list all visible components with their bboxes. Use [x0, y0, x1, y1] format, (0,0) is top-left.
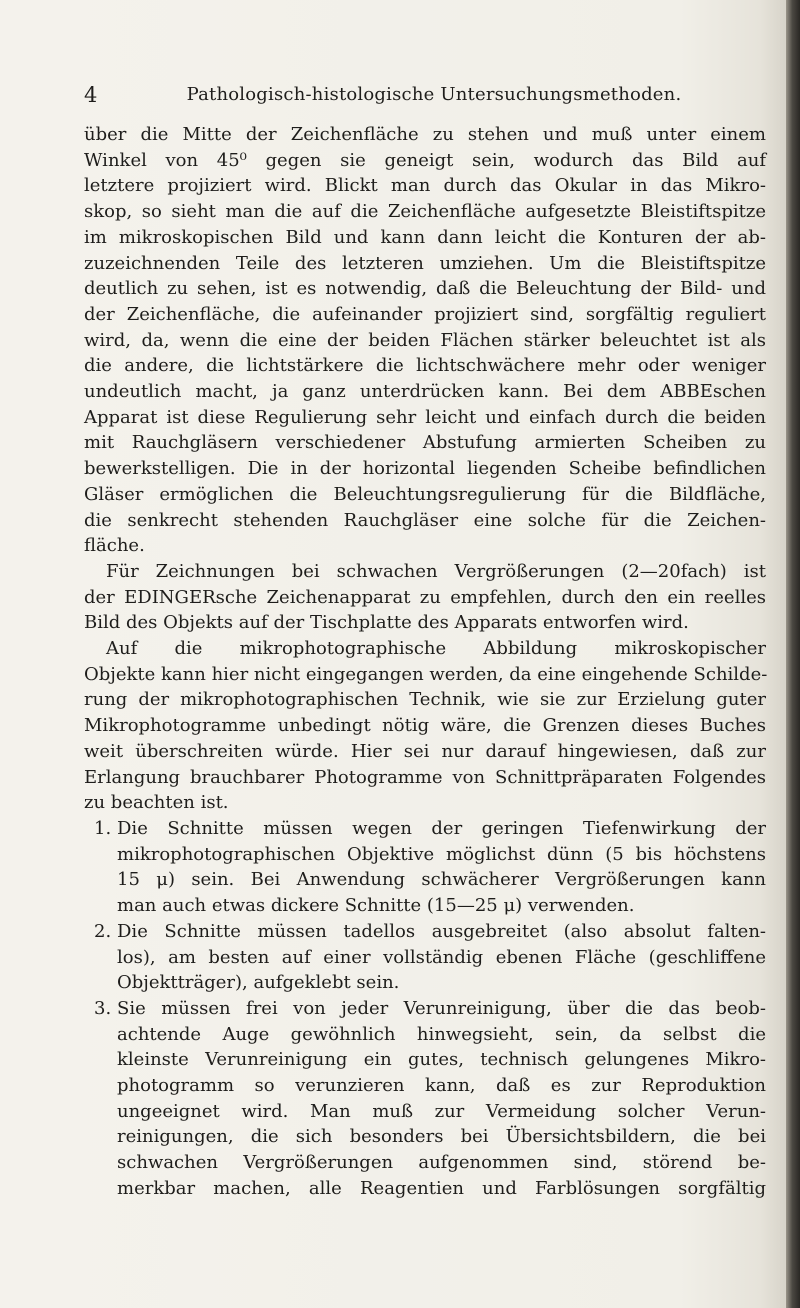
text-line: merkbar machen, alle Reagentien und Farblösungen sorgfältig — [117, 1177, 766, 1199]
list-item-first-line — [84, 816, 766, 842]
text-line: der EDINGERsche Zeichenapparat zu empfehlen, durch den ein reelles — [84, 586, 766, 608]
text-line: weit überschreiten würde. Hier sei nur darauf hingewiesen, daß zur — [84, 740, 766, 762]
list-text: Die Schnitte müssen tadellos ausgebreitet (also absolut falten- — [117, 920, 766, 942]
text-line: Auf die mikrophotographische Abbildung mikroskopischer — [106, 638, 766, 660]
list-number: 3. — [94, 997, 112, 1019]
list-item-first-line — [84, 919, 766, 945]
text-line: über die Mitte der Zeichenfläche zu stehen und muß unter einem — [84, 124, 766, 145]
text-line: undeutlich macht, ja ganz unterdrücken kann. Bei dem ABBEschen — [84, 381, 766, 403]
running-title: Pathologisch-histologische Untersuchungsmethoden. — [186, 84, 682, 105]
numbered-list — [84, 816, 766, 1202]
page-header — [84, 80, 764, 110]
text-line: man auch etwas dickere Schnitte (15—25 μ) verwenden. — [117, 895, 635, 917]
text-line: zuzeichnenden Teile des letzteren umziehen. Um die Bleistiftspitze — [84, 252, 766, 274]
list-text: Sie müssen frei von jeder Verunreinigung, über die das beob- — [117, 997, 766, 1019]
text-line: wird, da, wenn die eine der beiden Flächen stärker beleuchtet ist als — [84, 329, 766, 351]
paragraph-1 — [84, 122, 766, 559]
text-line: 15 μ) sein. Bei Anwendung schwächerer Vergrößerungen kann — [117, 869, 766, 891]
text-line: im mikroskopischen Bild und kann dann leicht die Konturen der ab- — [84, 226, 766, 248]
text-line: Objekte kann hier nicht eingegangen werden, da eine eingehende Schilde- — [84, 663, 768, 685]
list-item — [84, 816, 766, 919]
page-edge-shadow — [786, 0, 800, 1308]
text-line: die senkrecht stehenden Rauchgläser eine solche für die Zeichen- — [84, 509, 766, 531]
page-body — [84, 122, 766, 1202]
text-line: letztere projiziert wird. Blickt man durch das Okular in das Mikro- — [84, 175, 766, 197]
text-line: Bild des Objekts auf der Tischplatte des Apparats entworfen wird. — [84, 612, 689, 634]
text-line: skop, so sieht man die auf die Zeichenfläche aufgesetzte Bleistiftspitze — [84, 201, 766, 223]
text-line: Erlangung brauchbarer Photogramme von Schnittpräparaten Folgendes — [84, 766, 766, 788]
text-line: photogramm so verunzieren kann, daß es zur Reproduktion — [117, 1075, 766, 1097]
list-item — [84, 919, 766, 996]
text-line: der Zeichenfläche, die aufeinander projiziert sind, sorgfältig reguliert — [84, 303, 766, 325]
text-line: Für Zeichnungen bei schwachen Vergrößerungen (2—20fach) ist — [106, 560, 766, 582]
text-line: los), am besten auf einer vollständig ebenen Fläche (geschliffene — [117, 946, 766, 968]
text-line: Apparat ist diese Regulierung sehr leicht und einfach durch die beiden — [84, 406, 766, 428]
text-line: die andere, die lichtstärkere die lichtschwächere mehr oder weniger — [84, 355, 766, 377]
text-line: Mikrophotogramme unbedingt nötig wäre, die Grenzen dieses Buches — [84, 715, 766, 737]
text-line: fläche. — [84, 535, 145, 557]
paragraph-2 — [84, 559, 766, 636]
text-line: reinigungen, die sich besonders bei Übersichtsbildern, die bei — [117, 1126, 766, 1148]
text-line: bewerkstelligen. Die in der horizontal liegenden Scheibe befindlichen — [84, 458, 766, 480]
text-line: ungeeignet wird. Man muß zur Vermeidung solcher Verun- — [117, 1100, 766, 1122]
text-line: mit Rauchgläsern verschiedener Abstufung armierten Scheiben zu — [84, 432, 766, 454]
text-line: deutlich zu sehen, ist es notwendig, daß die Beleuchtung der Bild- und — [84, 278, 766, 300]
text-line: Winkel von 45⁰ gegen sie geneigt sein, wodurch das Bild auf — [84, 149, 766, 171]
list-number: 2. — [94, 920, 112, 942]
page-number: 4 — [84, 83, 98, 107]
list-number: 1. — [94, 817, 112, 839]
text-line: schwachen Vergrößerungen aufgenommen sind, störend be- — [117, 1152, 766, 1174]
text-line: Objektträger), aufgeklebt sein. — [117, 972, 400, 994]
text-line: kleinste Verunreinigung ein gutes, technisch gelungenes Mikro- — [117, 1049, 766, 1071]
text-line: mikrophotographischen Objektive möglichst dünn (5 bis höchstens — [117, 843, 766, 865]
list-item — [84, 996, 766, 1202]
list-text: Die Schnitte müssen wegen der geringen Tiefenwirkung der — [117, 817, 766, 839]
text-line: zu beachten ist. — [84, 792, 229, 814]
text-line: achtende Auge gewöhnlich hinwegsieht, sein, da selbst die — [117, 1023, 766, 1045]
paragraph-3 — [84, 636, 766, 816]
text-line: Gläser ermöglichen die Beleuchtungsregulierung für die Bildfläche, — [84, 483, 766, 505]
list-item-first-line — [84, 996, 766, 1022]
text-line: rung der mikrophotographischen Technik, wie sie zur Erzielung guter — [84, 689, 766, 711]
